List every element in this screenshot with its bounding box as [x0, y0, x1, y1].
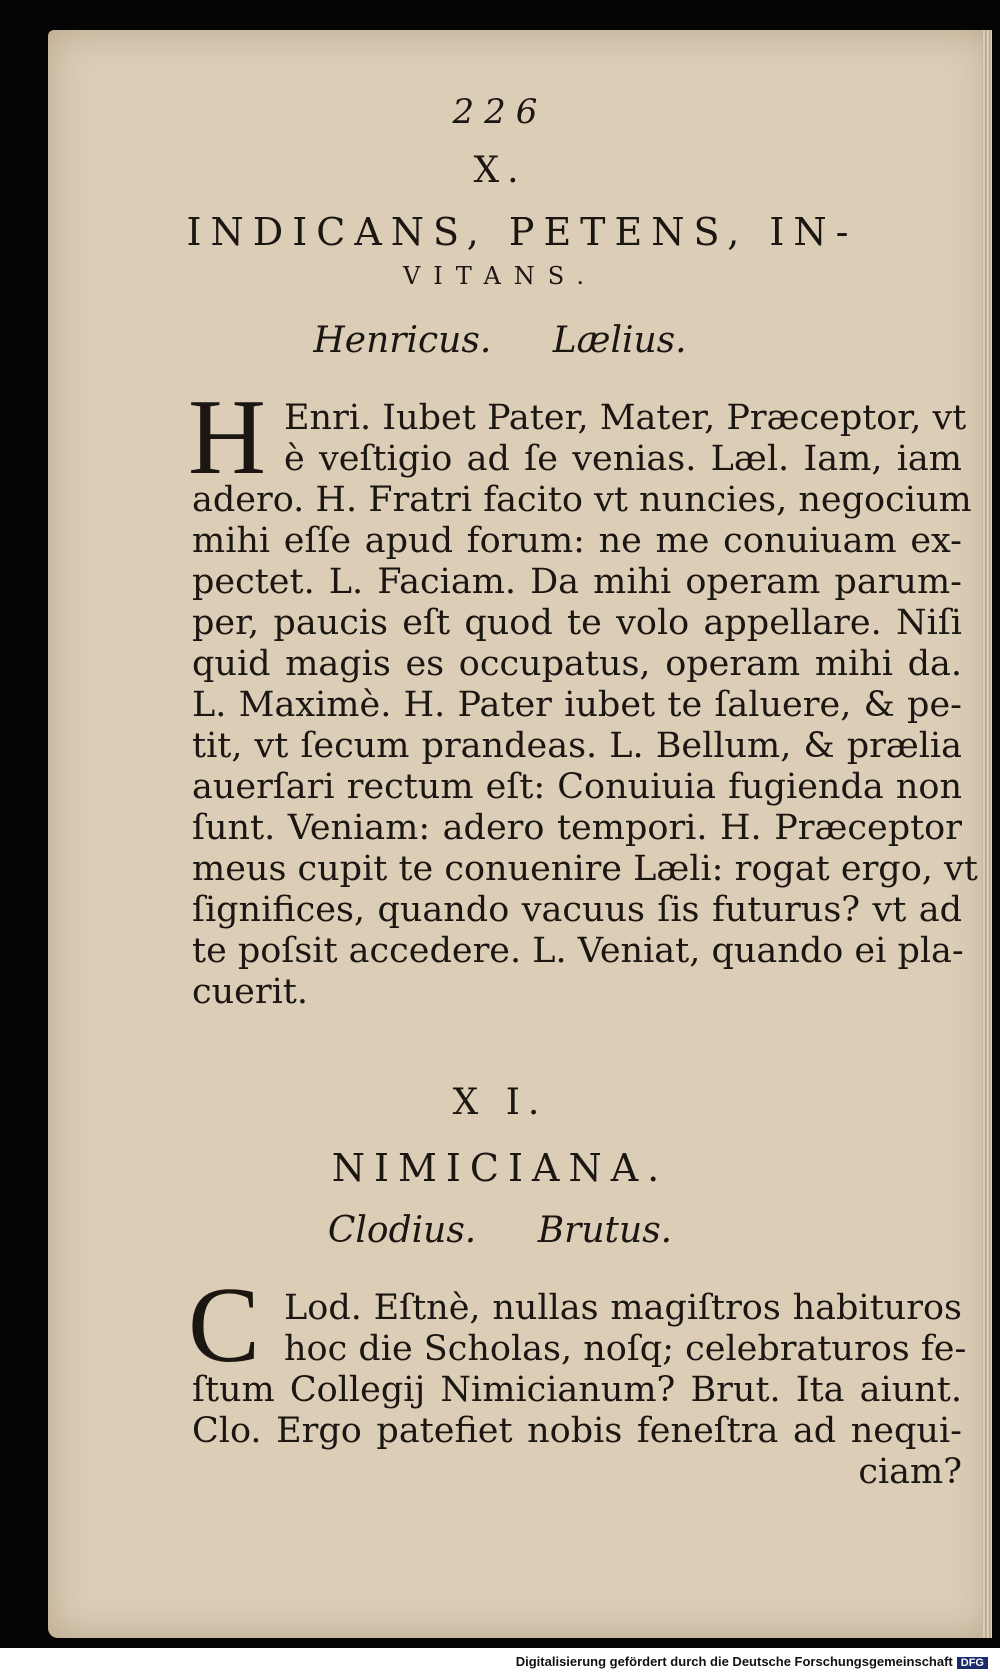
text-line: cuerit.: [192, 972, 308, 1012]
text-line: ſunt. Veniam: adero tempori. H. Præceptor: [192, 808, 962, 848]
dialogue-paragraph: [192, 398, 978, 1013]
drop-cap: H: [188, 378, 266, 497]
section-title-continued: VITANS.: [402, 262, 598, 290]
text-line: ſtum Collegij Nimicianum? Brut. Ita aiunt.: [192, 1370, 962, 1410]
speaker-names: Clodius. Brutus.: [327, 1210, 673, 1251]
text-line: te poſsit accedere. L. Veniat, quando ei pla-: [192, 931, 964, 971]
text-line: ſignifices, quando vacuus ſis futurus? vt ad: [192, 890, 962, 930]
page-number: 226: [452, 92, 548, 132]
digitization-credit: [516, 1654, 988, 1669]
text-line: tit, vt ſecum prandeas. L. Bellum, & prælia: [192, 726, 962, 766]
text-line: pectet. L. Faciam. Da mihi operam parum-: [192, 562, 962, 602]
section-title: NIMICIANA.: [331, 1146, 669, 1190]
text-line: auerſari rectum eſt: Conuiuia fugienda non: [192, 767, 962, 807]
text-line: per, paucis eſt quod te volo appellare. Niſi: [192, 603, 962, 643]
text-line: L. Maximè. H. Pater iubet te ſaluere, & pe-: [192, 685, 962, 725]
text-line: mihi eſſe apud forum: ne me conuiuam ex-: [192, 521, 962, 561]
text-line: quid magis es occupatus, operam mihi da.: [192, 644, 962, 684]
text-line: Clo. Ergo patefiet nobis feneſtra ad nequi-: [192, 1411, 962, 1451]
drop-cap: C: [188, 1266, 261, 1385]
section-number: X I.: [452, 1082, 548, 1123]
dfg-logo: DFG: [957, 1657, 988, 1669]
section-title: INDICANS, PETENS, IN-: [186, 210, 858, 254]
text-line: Lod. Eſtnè, nullas magiſtros habituros: [284, 1288, 962, 1328]
text-line: adero. H. Fratri facito vt nuncies, negocium: [192, 480, 972, 520]
text-line: è veſtigio ad ſe venias. Læl. Iam, iam: [284, 439, 962, 479]
text-line: hoc die Scholas, noſq; celebraturos fe-: [284, 1329, 967, 1369]
catchword: ciam?: [858, 1452, 962, 1492]
speaker-names: Henricus. Lælius.: [313, 320, 687, 361]
credit-text: Digitalisierung gefördert durch die Deutsche Forschungsgemeinschaft: [515, 1654, 953, 1669]
text-line: meus cupit te conuenire Læli: rogat ergo, vt: [192, 849, 978, 889]
section-number: X.: [473, 150, 527, 191]
dialogue-paragraph: [192, 1288, 967, 1493]
text-line: Enri. Iubet Pater, Mater, Præceptor, vt: [284, 398, 967, 438]
